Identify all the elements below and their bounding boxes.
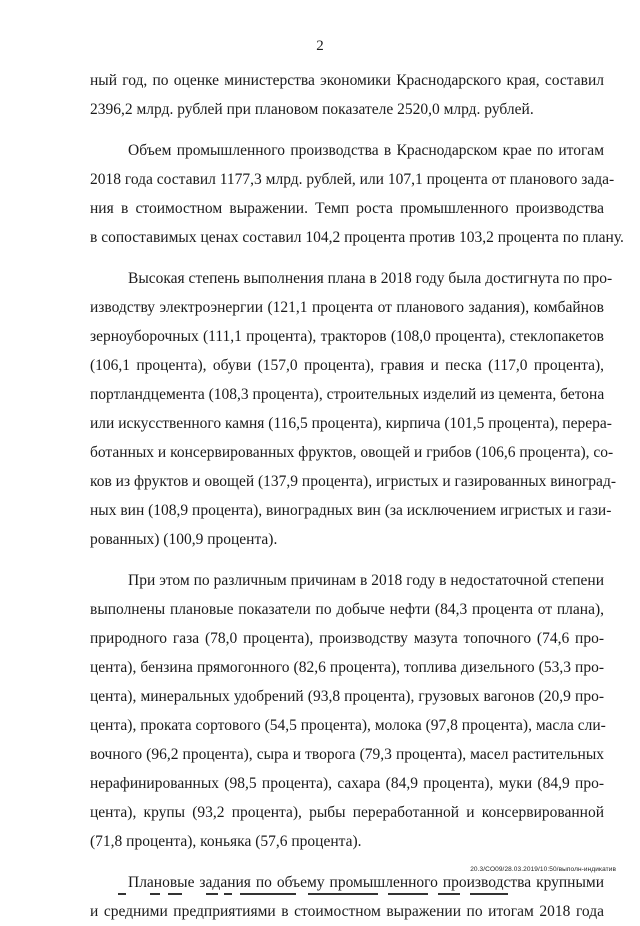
text-line: или искусственного камня (116,5 процента), кирпича (101,5 процента), перера- — [90, 415, 612, 432]
text-line: выполнены плановые показатели по добыче нефти (84,3 процента от плана), — [90, 601, 604, 618]
text-line: цента), крупы (93,2 процента), рыбы переработанной и консервированной — [90, 804, 604, 821]
text-line: Объем промышленного производства в Краснодарском крае по итогам — [128, 142, 604, 159]
text-line: в сопоставимых ценах составил 104,2 процента против 103,2 процента по плану. — [90, 229, 624, 246]
text-line: цента), проката сортового (54,5 процента), молока (97,8 процента), масла сли- — [90, 717, 606, 734]
paragraph-5 — [90, 868, 604, 926]
text-line: изводству электроэнергии (121,1 процента от планового задания), комбайнов — [90, 299, 604, 316]
text-line: 2018 года составил 1177,3 млрд. рублей, или 107,1 процента от планового зада- — [90, 171, 615, 188]
text-line: Высокая степень выполнения плана в 2018 году была достигнута по про- — [128, 270, 613, 287]
text-line: рованных) (100,9 процента). — [90, 531, 278, 548]
text-line: ния в стоимостном выражении. Темп роста промышленного производства — [90, 200, 604, 217]
text-line: (71,8 процента), коньяка (57,6 процента). — [90, 833, 362, 850]
text-line: и средними предприятиями в стоимостном выражении по итогам 2018 года — [90, 903, 604, 920]
text-line: ный год, по оценке министерства экономики Краснодарского края, составил — [90, 72, 604, 89]
page-number: 2 — [316, 38, 324, 54]
text-line: цента), бензина прямогонного (82,6 процента), топлива дизельного (53,3 про- — [90, 659, 604, 676]
paragraph-2 — [90, 136, 624, 252]
paragraph-3 — [90, 264, 616, 554]
text-line: Плановые задания по объему промышленного производства крупными — [128, 874, 604, 891]
text-line: ботанных и консервированных фруктов, овощей и грибов (106,6 процента), со- — [90, 444, 614, 461]
scan-artifact-dashes — [118, 893, 508, 897]
text-line: природного газа (78,0 процента), производству мазута топочного (74,6 про- — [90, 630, 604, 647]
text-line: (106,1 процента), обуви (157,0 процента), гравия и песка (117,0 процента), — [90, 357, 604, 374]
paragraph-4 — [90, 566, 604, 856]
text-line: При этом по различным причинам в 2018 году в недостаточной степени — [128, 572, 604, 589]
text-line: ков из фруктов и овощей (137,9 процента), игристых и газированных виноград- — [90, 473, 616, 490]
paragraph-1 — [90, 66, 604, 124]
text-line: ных вин (108,9 процента), виноградных вин (за исключением игристых и гази- — [90, 502, 612, 519]
text-line: портландцемента (108,3 процента), строительных изделий из цемента, бетона — [90, 386, 605, 403]
text-line: зерноуборочных (111,1 процента), тракторов (108,0 процента), стеклопакетов — [90, 328, 604, 345]
text-line: вочного (96,2 процента), сыра и творога (79,3 процента), масел растительных — [90, 746, 604, 763]
footer-document-code: 20.3/CO09/28.03.2019/10:50/выполн-индикатив — [470, 866, 616, 873]
text-line: нерафинированных (98,5 процента), сахара (84,9 процента), муки (84,9 про- — [90, 775, 604, 792]
text-line: цента), минеральных удобрений (93,8 процента), грузовых вагонов (20,9 про- — [90, 688, 604, 705]
document-body — [90, 66, 624, 926]
text-line: 2396,2 млрд. рублей при плановом показателе 2520,0 млрд. рублей. — [90, 101, 534, 118]
